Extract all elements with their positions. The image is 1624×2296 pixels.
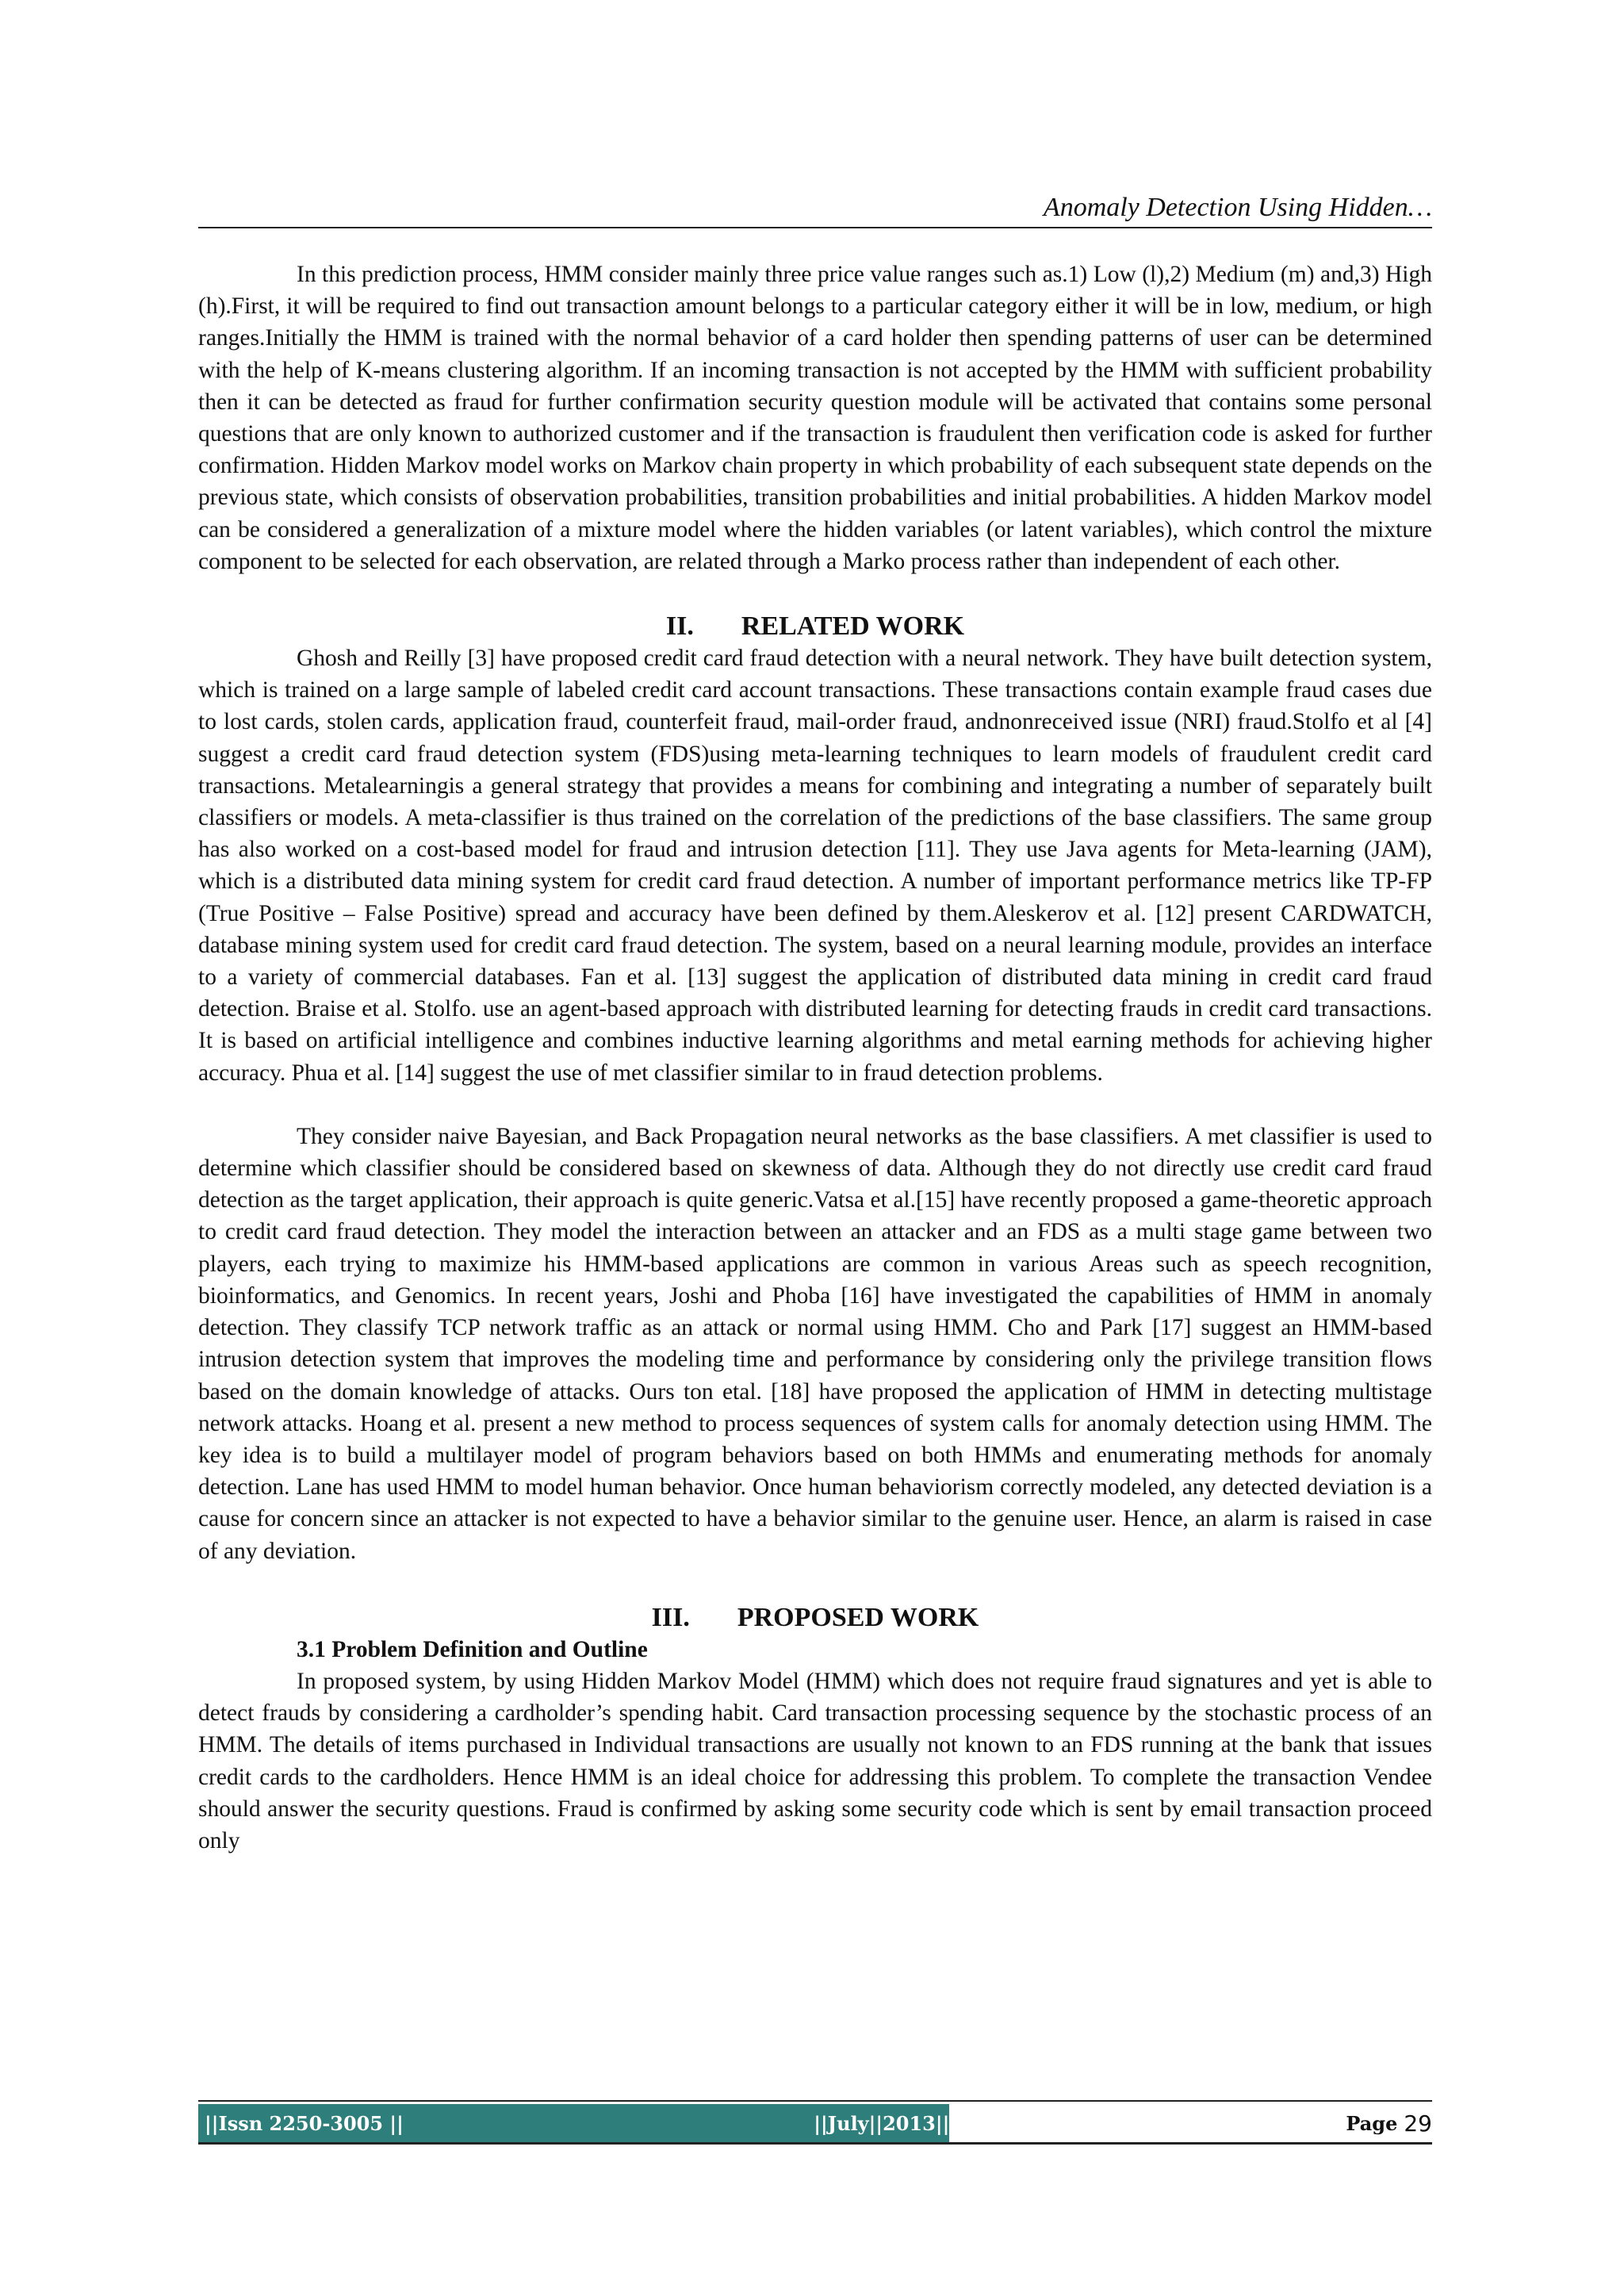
running-header (198, 189, 1432, 228)
footer-page (949, 2104, 1432, 2142)
section-title: PROPOSED WORK (737, 1602, 979, 1632)
footer-date: ||July||2013|| (609, 2104, 949, 2142)
related-work-paragraph-1: Ghosh and Reilly [3] have proposed credit card fraud detection with a neural network. They have built detection system, which is trained on a large sample of labeled credit card account transactions. These transactions contain example fraud cases due to lost cards, stolen cards, application fraud, counterfeit fraud, mail-order fraud, andnonreceived issue (NRI) fraud.Stolfo et al [4] suggest a credit card fraud detection system (FDS)using meta-learning techniques to learn models of fraudulent credit card transactions. Metalearningis a general strategy that provides a means for combining and integrating a number of separately built classifiers or models. A meta-classifier is thus trained on the correlation of the predictions of the base classifiers. The same group has also worked on a cost-based model for fraud and intrusion detection [11]. They use Java agents for Meta-learning (JAM), which is a distributed data mining system for credit card fraud detection. A number of important performance metrics like TP-FP (True Positive – False Positive) spread and accuracy have been defined by them.Aleskerov et al. [12] present CARDWATCH, database mining system used for credit card fraud detection. The system, based on a neural learning module, provides an interface to a variety of commercial databases. Fan et al. [13] suggest the application of distributed data mining in credit card fraud detection. Braise et al. Stolfo. use an agent-based approach with distributed learning for detecting frauds in credit card transactions. It is based on artificial intelligence and combines inductive learning algorithms and metal earning methods for achieving higher accuracy. Phua et al. [14] suggest the use of met classifier similar to in fraud detection problems. (198, 646, 1432, 1086)
proposed-work-paragraph-1: In proposed system, by using Hidden Markov Model (HMM) which does not require fraud signatures and yet is able to detect frauds by considering a cardholder’s spending habit. Card transaction processing sequence by the stochastic process of an HMM. The details of items purchased in Individual transactions are usually not known to an FDS running at the bank that issues credit cards to the cardholders. Hence HMM is an ideal choice for addressing this problem. To complete the transaction Vendee should answer the security questions. Fraud is confirmed by asking some security code which is sent by email transaction proceed only (198, 1668, 1432, 1853)
section-number: II. (665, 611, 694, 642)
footer-bar (198, 2104, 1432, 2145)
subsection-heading: 3.1 Problem Definition and Outline (297, 1636, 648, 1662)
section-title: RELATED WORK (741, 611, 965, 642)
section-number: III. (651, 1602, 690, 1632)
related-work-paragraph-2: They consider naive Bayesian, and Back Propagation neural networks as the base classifiers. A met classifier is used to determine which classifier should be considered based on skewness of data. Although they do not directly use credit card fraud detection as the target application, their approach is quite generic.Vatsa et al.[15] have recently proposed a game-theoretic approach to credit card fraud detection. They model the interaction between an attacker and an FDS as a multi stage game between two players, each trying to maximize his HMM-based applications are common in various Areas such as speech recognition, bioinformatics, and Genomics. In recent years, Joshi and Phoba [16] have investigated the capabilities of HMM in anomaly detection. They classify TCP network traffic as an attack or normal using HMM. Cho and Park [17] suggest an HMM-based intrusion detection system that improves the modeling time and performance by considering only the privilege transition flows based on the domain knowledge of attacks. Ours ton etal. [18] have proposed the application of HMM in detecting multistage network attacks. Hoang et al. present a new method to process sequences of system calls for anomaly detection using HMM. The key idea is to build a multilayer model of program behaviors based on both HMMs and enumerating methods for anomaly detection. Lane has used HMM to model human behavior. Once human behaviorism correctly modeled, any detected deviation is a cause for concern since an attacker is not expected to have a behavior similar to the genuine user. Hence, an alarm is raised in case of any deviation. (198, 1123, 1432, 1564)
page-number: 29 (1404, 2110, 1432, 2137)
footer-issn: ||Issn 2250-3005 || (198, 2104, 609, 2142)
paragraph-spacer (198, 1089, 1432, 1121)
article-body (198, 259, 1432, 1857)
section-heading-related-work (198, 611, 1432, 642)
running-title: Anomaly Detection Using Hidden… (1043, 193, 1432, 222)
page-footer (198, 2100, 1432, 2145)
page-label: Page (1346, 2111, 1398, 2135)
intro-paragraph: In this prediction process, HMM consider mainly three price value ranges such as.1) Low (l),2) Medium (m) and,3) High (h).First, it will be required to find out transaction amount belongs to a particular category either it will be in low, medium, or high ranges.Initially the HMM is trained with the normal behavior of a card holder then spending patterns of user can be determined with the help of K-means clustering algorithm. If an incoming transaction is not accepted by the HMM with sufficient probability then it can be detected as fraud for further confirmation security question module will be activated that contains some personal questions that are only known to authorized customer and if the transaction is fraudulent then verification code is asked for further confirmation. Hidden Markov model works on Markov chain property in which probability of each subsequent state depends on the previous state, which consists of observation probabilities, transition probabilities and initial probabilities. A hidden Markov model can be considered a generalization of a mixture model where the hidden variables (or latent variables), which control the mixture component to be selected for each observation, are related through a Marko process rather than independent of each other. (198, 262, 1432, 574)
section-heading-proposed-work (198, 1602, 1432, 1634)
